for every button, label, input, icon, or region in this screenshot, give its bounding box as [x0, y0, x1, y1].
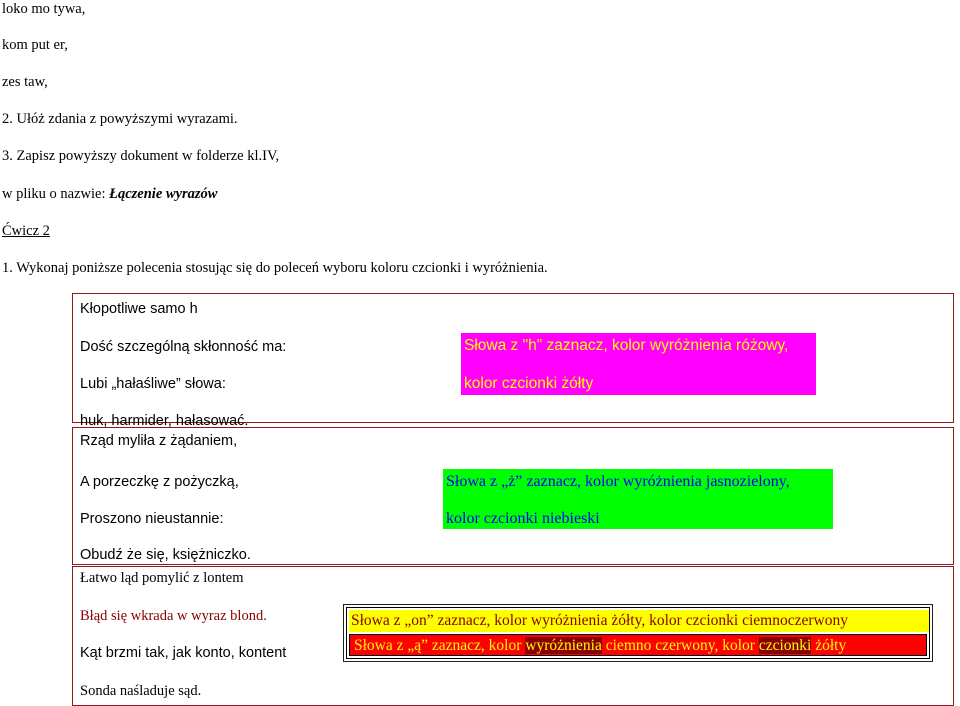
instruction-text: 1. Wykonaj poniższe polecenia stosując się do poleceń wyboru koloru czcionki i wyróżnienia. — [2, 260, 548, 276]
poem-line: Kłopotliwe samo h — [80, 301, 198, 317]
a-task-part: żółty — [811, 637, 847, 654]
poem-line: Kąt brzmi tak, jak konto, kontent — [80, 645, 287, 661]
text-line: 3. Zapisz powyższy dokument w folderze kl.IV, — [2, 148, 280, 164]
text-line: loko mo tywa, — [2, 1, 86, 17]
exercise-title: Ćwicz 2 — [2, 223, 50, 239]
poem-line: Proszono nieustannie: — [80, 511, 224, 527]
poem-line: Sonda naśladuje sąd. — [80, 683, 202, 699]
save-prefix: w pliku o nazwie: — [2, 186, 110, 202]
h-task-highlight — [461, 333, 816, 395]
poem-line: Błąd się wkrada w wyraz blond. — [80, 608, 267, 624]
z-task-highlight — [443, 469, 833, 529]
on-task-highlight: Słowa z „on” zaznacz, kolor wyróżnienia żółty, kolor czcionki ciemnoczerwony — [349, 610, 929, 632]
h-task-line: Słowa z "h" zaznacz, kolor wyróżnienia różowy, — [464, 337, 789, 354]
save-instruction — [2, 185, 217, 203]
a-task-part: Słowa z „ą” zaznacz, kolor — [354, 637, 526, 654]
text-line: kom put er, — [2, 37, 68, 53]
a-task-part: wyróżnienia — [525, 637, 602, 654]
filename: Łączenie wyrazów — [109, 186, 218, 202]
poem-line: Obudź że się, księżniczko. — [80, 547, 251, 563]
poem-line: Dość szczególną skłonność ma: — [80, 339, 287, 355]
poem-line: Lubi „hałaśliwe” słowa: — [80, 376, 226, 392]
a-task-highlight — [349, 634, 927, 656]
poem-line: Łatwo ląd pomylić z lontem — [80, 570, 244, 586]
text-line: 2. Ułóż zdania z powyższymi wyrazami. — [2, 111, 238, 127]
poem-line: Rząd myliła z żądaniem, — [80, 433, 238, 449]
z-task-line: Słowa z „ż” zaznacz, kolor wyróżnienia jasnozielony, — [446, 473, 790, 490]
a-task-part: ciemno czerwony, kolor — [601, 637, 759, 654]
text-line: zes taw, — [2, 74, 48, 90]
poem-line: huk, harmider, hałasować. — [80, 413, 249, 429]
poem-line: A porzeczkę z pożyczką, — [80, 474, 239, 490]
h-task-line: kolor czcionki żółty — [464, 375, 594, 392]
a-task-part: czcionki — [758, 637, 812, 654]
z-task-line: kolor czcionki niebieski — [446, 510, 600, 527]
